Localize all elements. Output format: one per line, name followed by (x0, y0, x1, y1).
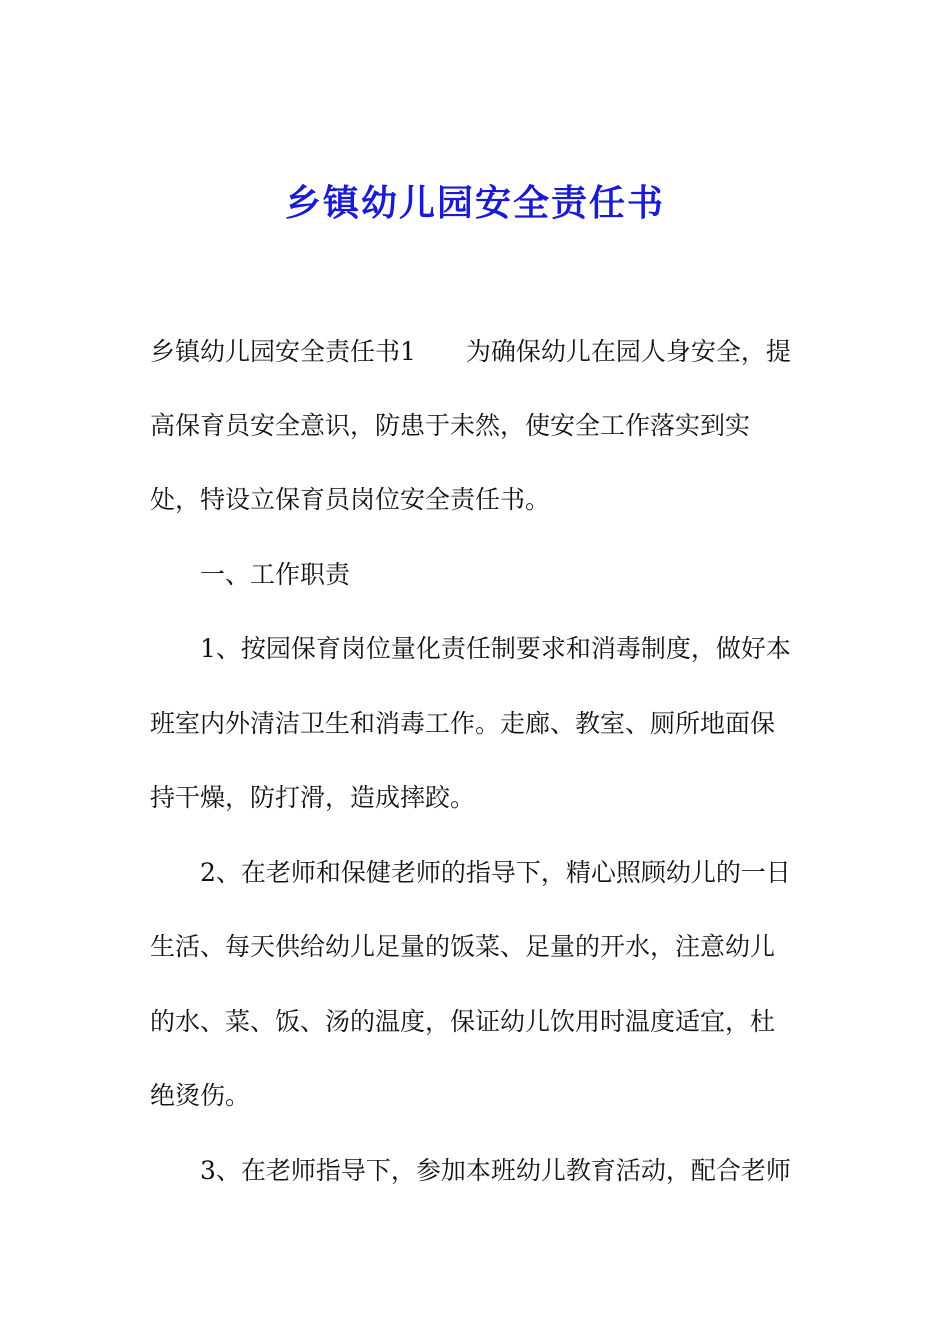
body-line-12: 3、在老师指导下，参加本班幼儿教育活动，配合老师 (200, 1156, 791, 1185)
body-line-8: 2、在老师和保健老师的指导下，精心照顾幼儿的一日 (200, 858, 791, 887)
body-line-9: 生活、每天供给幼儿足量的饭菜、足量的开水，注意幼儿 (150, 932, 776, 961)
body-line-6: 班室内外清洁卫生和消毒工作。走廊、教室、厕所地面保 (150, 709, 776, 738)
section-heading-duties: 一、工作职责 (200, 560, 351, 589)
body-line-7: 持干燥，防打滑，造成摔跤。 (150, 783, 476, 812)
body-line-2: 高保育员安全意识，防患于未然，使安全工作落实到实 (150, 411, 751, 440)
body-line-10: 的水、菜、饭、汤的温度，保证幼儿饮用时温度适宜，杜 (150, 1007, 776, 1036)
body-line-5: 1、按园保育岗位量化责任制要求和消毒制度，做好本 (200, 634, 791, 663)
body-line-1: 乡镇幼儿园安全责任书1 为确保幼儿在园人身安全，提 (150, 337, 791, 366)
body-line-11: 绝烫伤。 (150, 1081, 251, 1110)
document-title: 乡镇幼儿园安全责任书 (284, 182, 665, 224)
body-line-3: 处，特设立保育员岗位安全责任书。 (150, 485, 551, 514)
